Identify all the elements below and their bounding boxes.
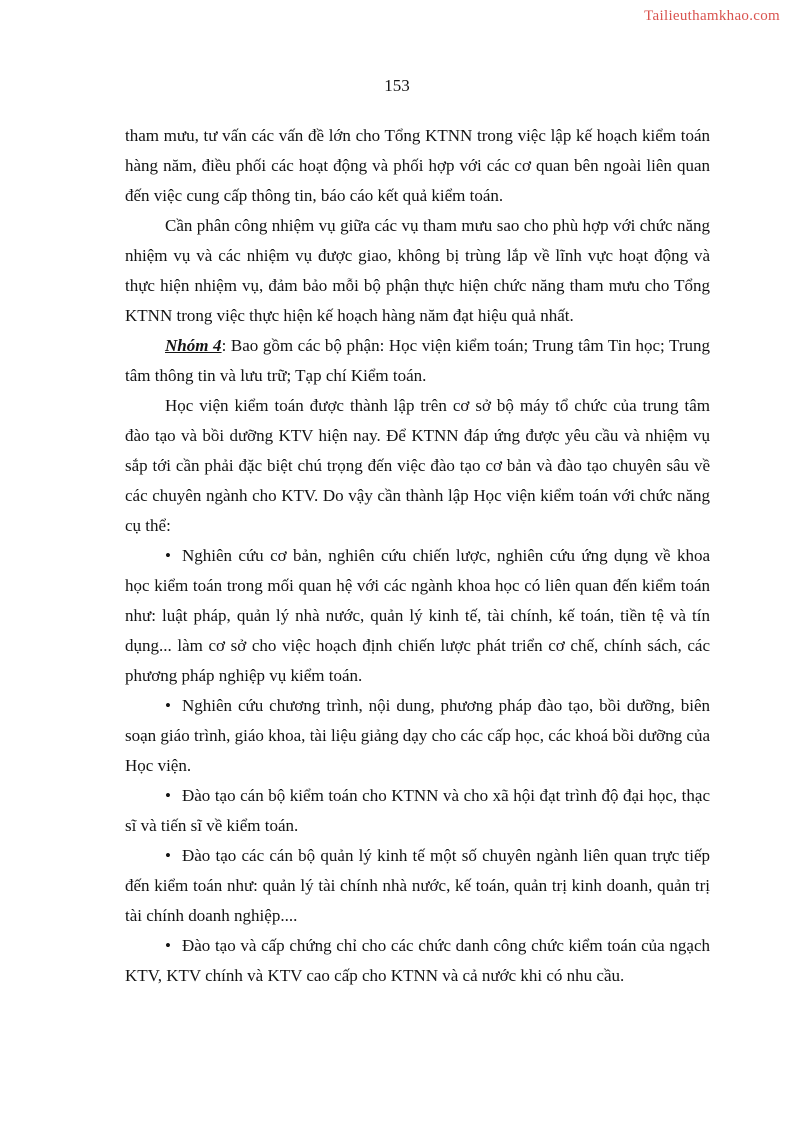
watermark-site-name: Tailieuthamkhao.com [644,8,780,24]
paragraph-nhom4 [125,331,710,391]
bullet-text: Đào tạo cán bộ kiểm toán cho KTNN và cho xã hội đạt trình độ đại học, thạc sĩ và tiến sĩ về kiểm toán. [125,786,710,835]
bullet-item [125,931,710,991]
bullet-icon: • [165,696,171,715]
bullet-icon: • [165,786,171,805]
paragraph-continuation: tham mưu, tư vấn các vấn đề lớn cho Tổng KTNN trong việc lập kế hoạch kiểm toán hàng năm, điều phối các hoạt động và phối hợp với các cơ quan bên ngoài liên quan đến việc cung cấp thông tin, báo cáo kết quả kiểm toán. [125,126,710,205]
bullet-icon: • [165,846,171,865]
bullet-text: Nghiên cứu chương trình, nội dung, phương pháp đào tạo, bồi dưỡng, biên soạn giáo trình, giáo khoa, tài liệu giảng dạy cho các cấp học, các khoá bồi dưỡng của Học viện. [125,696,710,775]
bullet-item [125,541,710,691]
bullet-text: Đào tạo và cấp chứng chỉ cho các chức danh công chức kiểm toán của ngạch KTV, KTV chính và KTV cao cấp cho KTNN và cả nước khi có nhu cầu. [125,936,710,985]
nhom4-label: Nhóm 4 [165,336,222,355]
bullet-item [125,781,710,841]
bullet-text: Đào tạo các cán bộ quản lý kinh tế một số chuyên ngành liên quan trực tiếp đến kiểm toán như: quản lý tài chính nhà nước, kế toán, quản trị kinh doanh, quản trị tài chính doanh nghiệp.... [125,846,710,925]
document-body [125,121,710,991]
bullet-icon: • [165,546,171,565]
bullet-icon: • [165,936,171,955]
paragraph-assignment: Cần phân công nhiệm vụ giữa các vụ tham mưu sao cho phù hợp với chức năng nhiệm vụ và các nhiệm vụ được giao, không bị trùng lắp về lĩnh vực hoạt động và thực hiện nhiệm vụ, đảm bảo mỗi bộ phận thực hiện chức năng tham mưu cho Tổng KTNN trong việc thực hiện kế hoạch hàng năm đạt hiệu quả nhất. [125,216,710,325]
paragraph-hoc-vien: Học viện kiểm toán được thành lập trên cơ sở bộ máy tổ chức của trung tâm đào tạo và bồi dưỡng KTV hiện nay. Để KTNN đáp ứng được yêu cầu và nhiệm vụ sắp tới cần phải đặc biệt chú trọng đến việc đào tạo cơ bản và đào tạo chuyên sâu về các chuyên ngành cho KTV. Do vậy cần thành lập Học viện kiểm toán với chức năng cụ thể: [125,396,710,535]
bullet-item [125,841,710,931]
page-number: 153 [384,76,410,95]
nhom4-text: : Bao gồm các bộ phận: Học viện kiểm toán; Trung tâm Tin học; Trung tâm thông tin và lưu trữ; Tạp chí Kiểm toán. [125,336,710,385]
bullet-text: Nghiên cứu cơ bản, nghiên cứu chiến lược, nghiên cứu ứng dụng về khoa học kiểm toán trong mối quan hệ với các ngành khoa học có liên quan đến kiểm toán như: luật pháp, quản lý nhà nước, quản lý kinh tế, tài chính, kế toán, tiền tệ và tín dụng... làm cơ sở cho việc hoạch định chiến lược phát triển cơ chế, chính sách, các phương pháp nghiệp vụ kiểm toán. [125,546,710,685]
bullet-item [125,691,710,781]
